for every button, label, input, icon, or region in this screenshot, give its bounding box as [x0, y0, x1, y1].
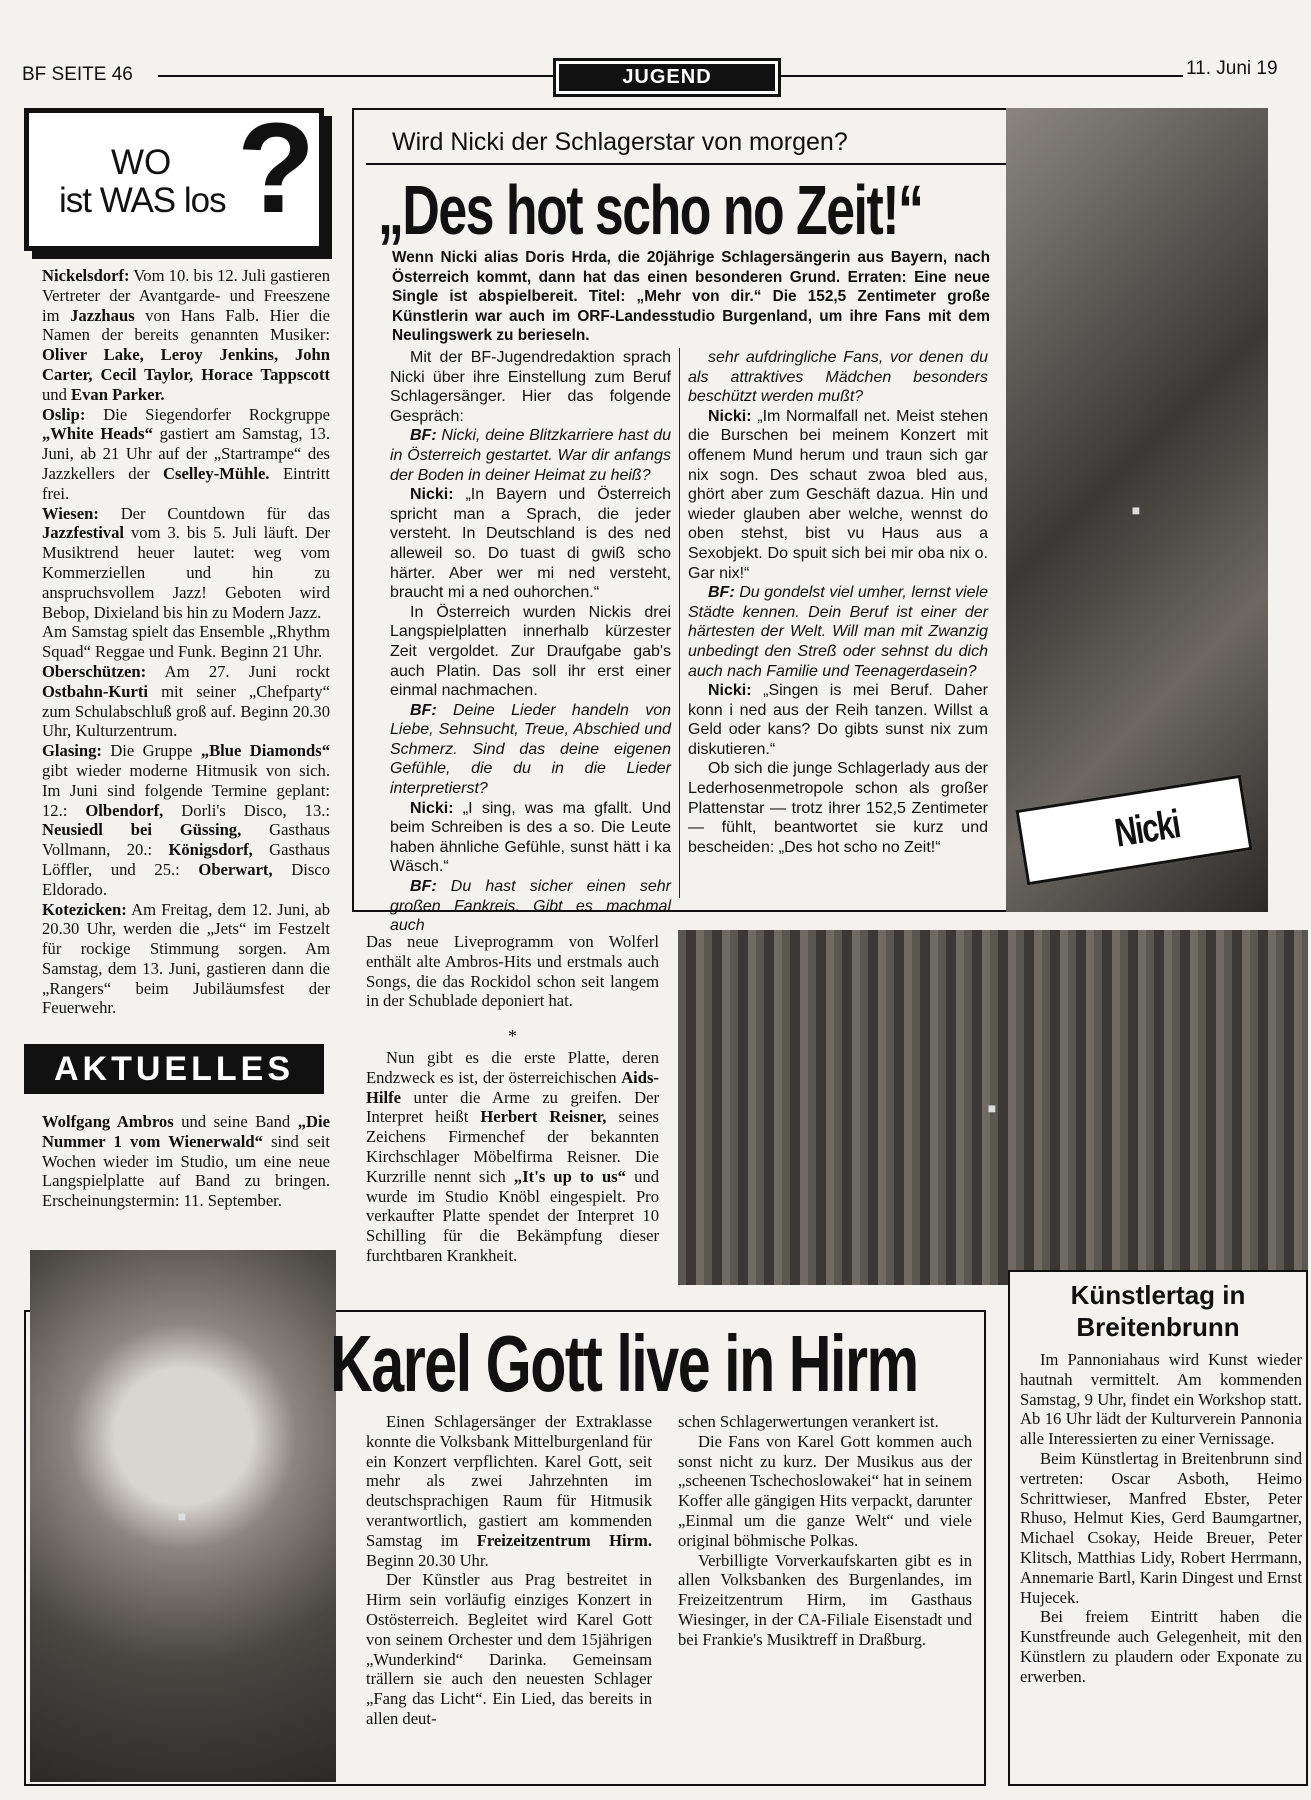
text-run: gastiert am Samstag, 13. Juni, ab 21 Uhr auf der „Startrampe“ des Jazzkellers der [42, 424, 330, 483]
text-run: Gasthaus Löffler, und 25.: [42, 840, 330, 879]
aktuelles-title: AKTUELLES [54, 1050, 294, 1088]
text-run: Oslip: [42, 404, 86, 424]
karel-gott-photo [30, 1250, 336, 1782]
nicki-paragraph [390, 485, 671, 603]
wo-text: WO [111, 143, 172, 182]
karel-paragraph [678, 1412, 972, 1432]
group-photo-placeholder-icon: ■ [987, 1099, 999, 1116]
nicki-caption: Nicki [1111, 802, 1183, 856]
text-run: Neusiedl bei Güssing, [42, 820, 242, 840]
text-run: BF: [410, 878, 437, 896]
nicki-paragraph [390, 877, 671, 936]
text-run: „Blue Diamonds“ [200, 741, 330, 761]
text-run: Jazzhaus [70, 305, 135, 325]
aktuelles-banner [24, 1044, 324, 1094]
karel-col1 [366, 1412, 652, 1729]
text-run: BF: [410, 427, 437, 445]
text-run: Aids-Hilfe [366, 1067, 659, 1107]
nicki-paragraph [688, 759, 988, 857]
karel-headline: Karel Gott live in Hirm [330, 1319, 918, 1408]
text-run: Nicki: [410, 486, 454, 504]
kuenstlertag-paragraph: Im Pannoniahaus wird Kunst wieder hautnah vermittelt. Am kommenden Samstag, 9 Uhr, findet ein Workshop statt. Ab 16 Uhr lädt der Kulturverein Pannonia alle Interessierten zu einer Vernissage. [1020, 1350, 1302, 1449]
nicki-col-divider [679, 348, 680, 898]
text-run: Die Gruppe [101, 741, 201, 761]
karel-paragraph [366, 1570, 652, 1728]
aktuelles-paragraph [42, 1112, 330, 1211]
nicki-paragraph [688, 348, 988, 407]
event-paragraph [42, 504, 330, 623]
section-label [553, 58, 781, 97]
text-run: Oberschützen: [42, 661, 147, 681]
text-run: Ostbahn-Kurti [42, 681, 149, 701]
text-run: Oberwart, [198, 859, 273, 879]
nicki-kicker: Wird Nicki der Schlagerstar von morgen? [392, 128, 848, 156]
nicki-col1 [390, 348, 671, 936]
text-run: Evan Parker. [71, 384, 165, 404]
event-paragraph [42, 405, 330, 504]
text-run: „White Heads“ [42, 424, 153, 444]
text-run: seines Zeichens Firmenchef der bekannten Kirchschlager Möbelfirma Reisner. Die Kurzrille nennt sich [366, 1107, 659, 1186]
nicki-photo-placeholder-icon: ■ [1131, 502, 1143, 518]
text-run: Der Countdown für das [98, 503, 330, 523]
kuenstlertag-title-1: Künstlertag in [1070, 1280, 1246, 1310]
text-run: Mit der BF-Jugendredaktion sprach Nicki über ihre Einstellung zum Beruf Schlagersänger. Hier das folgende Gespräch: [390, 349, 671, 425]
text-run: „Im Normalfall net. Meist stehen die Burschen bei meinem Konzert mit offenem Mund herum und traun sich gar nix sogn. Des schaut zwoa bled aus, ghört aber zum Geschäft dazua. Hin und wieder glauben aber welche, wennst do oben stehst, bist vu Haus aus a Sexobjekt. Do spuit sich bei mir oba nix o. Gar nix!“ [688, 407, 988, 582]
karel-paragraph [678, 1551, 972, 1650]
text-run: BF: [708, 584, 735, 602]
text-run: schen Schlagerwertungen verankert ist. [678, 1412, 939, 1431]
text-run: Der Künstler aus Prag bestreitet in Hirm sein vorläufig einziges Konzert in Ostösterreich. Begleitet wird Karel Gott von seinem Orchester und dem 15jährigen „Wunderkind“ Darinka. Gemeinsam trällern sie auch den neuesten Schlager „Fang das Licht“. Ein Lied, das bereits in allen deut- [366, 1570, 652, 1728]
kuenstlertag-paragraph: Bei freiem Eintritt haben die Kunstfreunde auch Gelegenheit, mit den Künstlern zu plaudern oder Exponate zu erwerben. [1020, 1607, 1302, 1686]
text-run: Wolfgang Ambros [42, 1112, 174, 1131]
nicki-headline: „Des hot scho no Zeit!“ [378, 171, 923, 249]
nicki-paragraph [390, 603, 671, 701]
text-run: Verbilligte Vorverkaufskarten gibt es in allen Volksbanken des Burgenlandes, im Freizeitzentrum Hirm, im Gasthaus Wiesinger, in der CA-Filiale Eisenstadt und bei Frankie's Musiktreff in Draßburg. [678, 1550, 972, 1649]
text-run: und seine Band [173, 1112, 298, 1131]
middle-para-2 [366, 1048, 659, 1266]
text-run: und wurde im Studio Knöbl eingespielt. Pro verkaufter Platte spendet der Interpret 10 Schilling für die Bekämpfung dieser furchtbaren Krankheit. [366, 1166, 660, 1265]
text-run: Herbert Reisner, [480, 1107, 607, 1127]
kuenstlertag-title-2: Breitenbrunn [1076, 1312, 1240, 1342]
kuenstlertag-body [1020, 1350, 1302, 1687]
nicki-paragraph [390, 426, 671, 485]
text-run: Du gondelst viel umher, lernst viele Städte kennen. Dein Beruf ist einer der härtesten der Welt. Will man mit Zwanzig unbedingt den Streß oder sehnst du dich auch nach Familie und Teenagerdasein? [688, 584, 988, 680]
event-paragraph [42, 662, 330, 741]
header-rule-right [778, 75, 1183, 77]
text-run: Königsdorf, [168, 840, 253, 860]
section-label-text: JUGEND [559, 64, 775, 91]
event-paragraph [42, 266, 330, 405]
text-run: Olbendorf, [85, 800, 164, 820]
text-run: Eintritt frei. [42, 463, 330, 503]
nicki-paragraph [390, 701, 671, 799]
karel-paragraph [366, 1412, 652, 1570]
nicki-lead: Wenn Nicki alias Doris Hrda, die 20jährige Schlagersängerin aus Bayern, nach Österreich kommt, dann hat das einen besonderen Grund. Erraten: Eine neue Single ist abspielbereit. Titel: „Mehr von dir.“ Die 152,5 Zentimeter große Künstlerin war auch im ORF-Landesstudio Burgenland, um ihre Fans mit dem Neulingswerk zu berieseln. [392, 249, 990, 345]
text-run: Jazzfestival [42, 523, 125, 543]
text-run: unter die Arme zu greifen. Der Interpret heißt [366, 1087, 659, 1127]
text-run: „Die Nummer 1 vom Wienerwald“ [42, 1112, 330, 1151]
text-run: vom 3. bis 5. Juli läuft. Der Musiktrend heuer lautet: weg vom Kommerziellen und hin zu anspruchsvollem Jazz! Geboten wird Bebop, Dixieland bis hin zu Modern Jazz. [42, 523, 330, 622]
text-run: gibt wieder moderne Hitmusik von sich. Im Juni sind folgende Termine geplant: 12.: [42, 760, 330, 820]
text-run: Freizeitzentrum Hirm. [476, 1530, 652, 1550]
text-run: Du hast sicher einen sehr großen Fankreis. Gibt es machmal auch [390, 878, 671, 935]
wo-ist-was-los-box [24, 97, 324, 251]
text-run: Deine Lieder handeln von Liebe, Sehnsucht, Treue, Abschied und Schmerz. Sind das deine eigenen Gefühle, die du in die Lieder interpretierst? [390, 701, 671, 798]
ist-was-los-text: ist WAS los [59, 181, 226, 220]
nicki-kicker-rule [366, 163, 1006, 165]
text-run: und [42, 384, 72, 404]
text-run: Wiesen: [42, 503, 99, 523]
nicki-paragraph [688, 583, 988, 681]
text-run: Kotezicken: [42, 899, 127, 919]
text-run: Ob sich die junge Schlagerlady aus der Lederhosenmetropole schon als großer Plattenstar — trotz ihrer 152,5 Zentimeter — fühlt, beantwortet sie kurz und bescheiden: „Des hot scho no Zeit!“ [688, 760, 988, 856]
page-header-left: BF SEITE 46 [22, 64, 133, 85]
text-run: Am Freitag, dem 12. Juni, ab 20.30 Uhr, werden die „Jets“ im Festzelt für rockige Stimmung sorgen. Am Samstag, dem 13. Juni, gastieren dann die „Rangers“ beim Jubiläumsfest der Feuerwehr. [42, 899, 330, 1018]
nicki-col2 [688, 348, 988, 857]
kuenstlertag-paragraph: Beim Künstlertag in Breitenbrunn sind vertreten: Oscar Asboth, Heimo Schrittwieser, Manfred Ebster, Peter Rhuso, Helmut Kies, Gerd Baumgartner, Michael Csokay, Heide Breuer, Peter Klitsch, Matthias Lidy, Robert Herrmann, Annemarie Bartl, Karin Dingest und Ernst Hujecek. [1020, 1448, 1302, 1607]
text-run: Nickelsdorf: [42, 266, 130, 285]
event-paragraph [42, 622, 330, 662]
text-run: In Österreich wurden Nickis drei Langspielplatten innerhalb kürzester Zeit vergoldet. Zur Draufgabe gab's auch Platin. Das soll ihr erst einer einmal nachmachen. [390, 603, 671, 700]
text-run: Gasthaus Vollmann, 20.: [42, 820, 331, 860]
text-run: Beginn 20.30 Uhr. [366, 1550, 489, 1570]
nicki-paragraph [390, 799, 671, 877]
text-run: Nicki: [708, 682, 752, 700]
middle-paragraph [366, 1048, 659, 1266]
page-header-date: 11. Juni 19 [1186, 58, 1278, 79]
text-run: Nun gibt es die erste Platte, deren Endzweck es ist, der österreichischen [366, 1048, 659, 1087]
karel-photo-placeholder-icon: ■ [177, 1508, 189, 1524]
text-run: BF: [410, 701, 437, 719]
nicki-paragraph [688, 407, 988, 583]
text-run: „Singen is mei Beruf. Daher konn i ned aus der Reih tanzen. Willst a Geld oder kans? Do gibts sunst nix zum diskutieren.“ [688, 682, 988, 758]
text-run: Oliver Lake, Leroy Jenkins, John Carter, Cecil Taylor, Horace Tappscott [42, 345, 330, 384]
nicki-paragraph [390, 348, 671, 426]
event-paragraph [42, 900, 330, 1019]
karel-col2 [678, 1412, 972, 1650]
nicki-paragraph [688, 681, 988, 759]
question-mark: ? [237, 97, 316, 240]
header-rule-left [158, 75, 553, 77]
middle-star: * [508, 1026, 517, 1046]
text-run: „I sing, was ma gfallt. Und beim Schreiben is des a so. Die Leute haben ähnliche Gefühle, sunst hätt i ka Wäsch.“ [390, 799, 671, 876]
text-run: Die Siegendorfer Rockgruppe [85, 404, 330, 424]
text-run: mit seiner „Chefparty“ zum Schulabschluß groß auf. Beginn 20.30 Uhr, Kulturzentrum. [42, 681, 330, 741]
text-run: Vom 10. bis 12. Juli gastieren Vertreter der Avantgarde- und Freeszene im [42, 266, 330, 325]
text-run: Nicki: [708, 407, 752, 425]
text-run: Disco Eldorado. [42, 859, 330, 899]
text-run: Glasing: [42, 741, 102, 761]
text-run: sind seit Wochen wieder im Studio, um eine neue Langspielplatte auf Band zu bringen. Erscheinungstermin: 11. September. [42, 1131, 330, 1211]
middle-para-1: Das neue Liveprogramm von Wolferl enthält alte Ambros-Hits und erstmals auch Songs, die das Rockidol schon seit langem in der Schublade deponiert hat. [366, 932, 659, 1011]
text-run: Einen Schlagersänger der Extraklasse konnte die Volksbank Mittelburgenland für ein Konzert verpflichten. Karel Gott, seit mehr als zwei Jahrzehnten im deutschsprachigen Raum für Hitmusik verantwortlich, gastiert am kommenden Samstag im [366, 1412, 652, 1550]
group-photo [678, 930, 1308, 1285]
text-run: Am 27. Juni rockt [146, 661, 330, 681]
text-run: Nicki: [410, 799, 454, 817]
text-run: Cselley-Mühle. [163, 463, 270, 483]
text-run: Dorli's Disco, 13.: [163, 800, 330, 820]
karel-paragraph [678, 1432, 972, 1551]
event-paragraph [42, 741, 330, 899]
text-run: sehr aufdringliche Fans, vor denen du als attraktives Mädchen besonders beschützt werden mußt? [688, 349, 988, 406]
text-run: Am Samstag spielt das Ensemble „Rhythm Squad“ Reggae und Funk. Beginn 21 Uhr. [42, 622, 330, 662]
events-column [42, 266, 330, 1018]
aktuelles-body [42, 1112, 330, 1211]
text-run: „It's up to us“ [513, 1166, 626, 1186]
text-run: von Hans Falb. Hier die Namen der bereits genannten Musiker: [42, 305, 330, 345]
text-run: „In Bayern und Österreich spricht man a Sprach, die jeder versteht. In Deutschland is des ned alleweil so. Do tuast di gwiß scho härter. Aber wer mi ned versteht, braucht mi a ned ouhorchen.“ [390, 486, 671, 602]
text-run: Nicki, deine Blitzkarriere hast du in Österreich gestartet. War dir anfangs der Boden in deiner Heimat zu heiß? [390, 427, 671, 484]
text-run: Die Fans von Karel Gott kommen auch sonst nicht zu kurz. Der Musikus aus der „scheenen Tschechoslowakei“ hat in seinem Koffer alle gängigen Hits verpackt, darunter „Einmal um die ganze Welt“ und viele original böhmische Polkas. [678, 1431, 972, 1550]
